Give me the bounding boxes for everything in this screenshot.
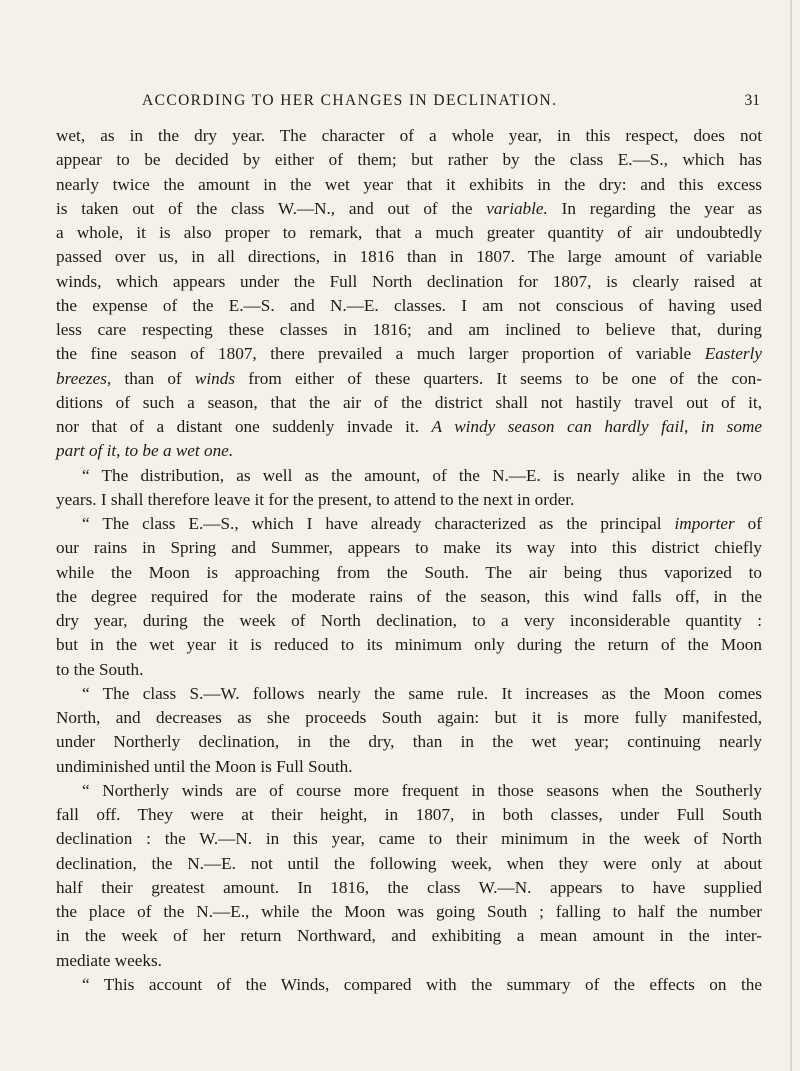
page-number: 31 — [744, 92, 760, 109]
text-segment: appear to be decided by either of them; but rather by the class E.—S., which has — [56, 150, 762, 170]
text-line — [56, 342, 762, 366]
text-segment: “ The class S.—W. follows nearly the same rule. It increases as the Moon comes — [82, 683, 762, 703]
text-line — [56, 609, 762, 633]
body-text — [56, 124, 762, 997]
text-line — [56, 730, 762, 754]
text-line — [56, 367, 762, 391]
text-segment: of — [734, 514, 762, 533]
text-line — [56, 973, 762, 997]
page-edge-line — [790, 0, 792, 1071]
text-segment: “ Northerly winds are of course more frequent in those seasons when the Southerly — [82, 780, 762, 800]
text-segment: in the week of her return Northward, and exhibiting a mean amount in the inter- — [56, 926, 762, 946]
text-line — [56, 536, 762, 560]
italic-text: importer — [674, 514, 735, 533]
text-line — [56, 852, 762, 876]
text-line — [56, 706, 762, 730]
italic-text: A windy season can hardly fail, in some — [431, 417, 762, 436]
text-line — [56, 779, 762, 803]
text-line — [56, 876, 762, 900]
text-segment: the degree required for the moderate rains of the season, this wind falls off, in the — [56, 586, 762, 606]
text-segment: a whole, it is also proper to remark, that a much greater quantity of air undoubtedly — [56, 223, 762, 242]
text-segment: the place of the N.—E., while the Moon was going South ; falling to half the number — [56, 902, 762, 921]
text-segment: winds, which appears under the Full North declination for 1807, is clearly raised at — [56, 271, 762, 291]
text-line — [56, 221, 762, 245]
text-segment: declination : the W.—N. in this year, came to their minimum in the week of North — [56, 829, 762, 849]
text-line — [56, 245, 762, 269]
text-segment: the expense of the E.—S. and N.—E. classes. I am not conscious of having used — [56, 295, 762, 315]
text-segment: from either of these quarters. It seems to be one of the con- — [235, 368, 762, 388]
text-segment: declination, the N.—E. not until the following week, when they were only at about — [56, 853, 762, 873]
text-line — [56, 197, 762, 221]
text-line — [56, 682, 762, 706]
text-segment: is taken out of the class W.—N., and out of the — [56, 198, 487, 218]
text-segment: to the South. — [56, 659, 144, 679]
text-segment: half their greatest amount. In 1816, the class W.—N. appears to have supplied — [56, 877, 762, 897]
running-head — [56, 92, 760, 116]
text-line — [56, 464, 762, 488]
text-segment: than of — [111, 368, 195, 388]
italic-text: variable. — [486, 198, 548, 218]
text-line — [56, 148, 762, 172]
text-segment: under Northerly declination, in the dry, than in the wet year; continuing nearly — [56, 732, 762, 752]
text-line — [56, 900, 762, 924]
italic-text: winds — [194, 368, 236, 388]
text-line — [56, 924, 762, 948]
text-segment: but in the wet year it is reduced to its minimum only during the return of the Moon — [56, 635, 762, 655]
text-segment: nearly twice the amount in the wet year that it exhibits in the dry: and this excess — [56, 174, 762, 194]
text-segment: the fine season of 1807, there prevailed a much larger proportion of variable — [56, 344, 705, 364]
text-line — [56, 803, 762, 827]
text-line — [56, 173, 762, 197]
text-segment: undiminished until the Moon is Full South. — [56, 756, 353, 776]
text-segment: mediate weeks. — [56, 950, 162, 970]
text-line — [56, 949, 762, 973]
text-segment: ditions of such a season, that the air of the district shall not hastily travel out of it, — [56, 392, 762, 412]
text-line — [56, 270, 762, 294]
italic-text: breezes, — [56, 368, 112, 388]
running-title: ACCORDING TO HER CHANGES IN DECLINATION. — [142, 92, 558, 109]
italic-text: Easterly — [704, 344, 762, 364]
text-segment: fall off. They were at their height, in 1807, in both classes, under Full South — [56, 805, 762, 824]
text-segment: wet, as in the dry year. The character of a whole year, in this respect, does not — [56, 126, 762, 145]
text-line — [56, 488, 762, 512]
text-segment: nor that of a distant one suddenly invade it. — [56, 417, 432, 436]
text-line — [56, 585, 762, 609]
italic-text: part of it, to be a wet one. — [56, 441, 234, 461]
text-segment: North, and decreases as she proceeds South again: but it is more fully manifested, — [56, 708, 762, 727]
text-line — [56, 658, 762, 682]
text-line — [56, 633, 762, 657]
text-line — [56, 755, 762, 779]
text-line — [56, 512, 762, 536]
text-line — [56, 294, 762, 318]
text-line — [56, 124, 762, 148]
text-segment: “ The class E.—S., which I have already characterized as the principal — [82, 514, 675, 533]
text-line — [56, 827, 762, 851]
text-segment: while the Moon is approaching from the South. The air being thus vaporized to — [56, 562, 762, 582]
text-segment: In regarding the year as — [547, 198, 763, 218]
text-segment: years. I shall therefore leave it for the present, to attend to the next in order. — [56, 489, 575, 509]
text-segment: dry year, during the week of North declination, to a very inconsiderable quantity : — [56, 611, 762, 630]
text-segment: passed over us, in all directions, in 1816 than in 1807. The large amount of variable — [56, 247, 762, 267]
text-line — [56, 415, 762, 439]
text-segment: “ The distribution, as well as the amount, of the N.—E. is nearly alike in the two — [82, 465, 762, 485]
text-segment: less care respecting these classes in 1816; and am inclined to believe that, during — [56, 320, 762, 339]
text-line — [56, 391, 762, 415]
text-segment: our rains in Spring and Summer, appears to make its way into this district chiefly — [56, 538, 762, 558]
text-segment: “ This account of the Winds, compared with the summary of the effects on the — [82, 974, 762, 994]
text-line — [56, 439, 762, 463]
text-line — [56, 318, 762, 342]
text-line — [56, 561, 762, 585]
